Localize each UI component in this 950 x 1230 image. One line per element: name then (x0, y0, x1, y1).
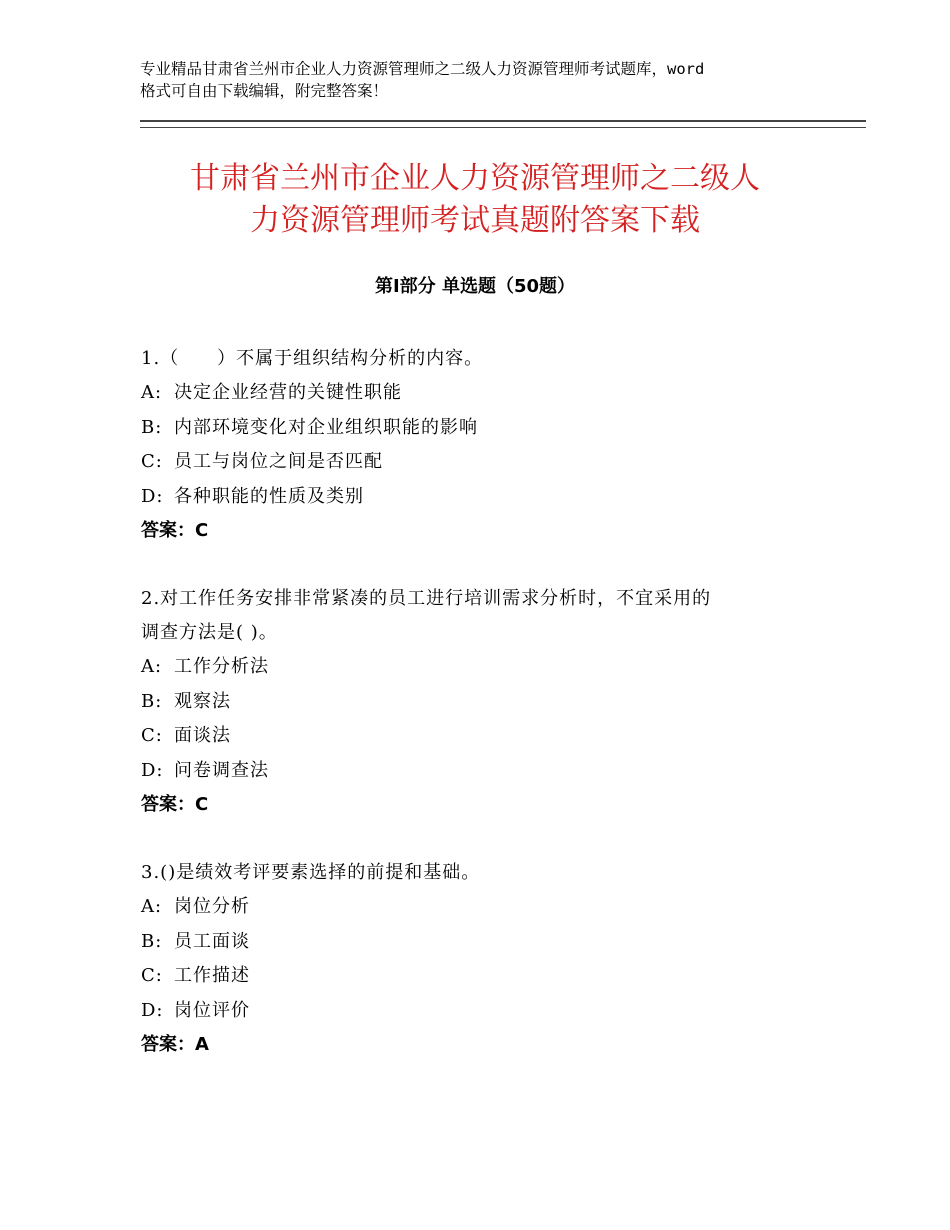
option-c (141, 959, 811, 994)
question-stem: 1.（ ）不属于组织结构分析的内容。 (141, 348, 484, 369)
header-note (140, 58, 820, 102)
header-note-line-1: 专业精品甘肃省兰州市企业人力资源管理师之二级人力资源管理师考试题库，word (140, 60, 705, 78)
document-title-line-2: 力资源管理师考试真题附答案下载 (250, 203, 700, 238)
answer-label: 答案：C (141, 520, 209, 541)
option-text: 员工面谈 (174, 930, 250, 952)
header-divider (140, 120, 866, 128)
option-text: 面谈法 (174, 725, 231, 746)
option-text: 内部环境变化对企业组织职能的影响 (174, 416, 478, 438)
option-b (141, 685, 811, 720)
option-letter: A: (141, 656, 163, 677)
question-2 (141, 582, 811, 822)
option-letter: A: (141, 382, 163, 403)
question-list (141, 342, 811, 1096)
option-a (141, 890, 811, 925)
section-title: 第Ⅰ部分 单选题（50题） (374, 276, 575, 297)
option-c (141, 719, 811, 754)
answer-label: 答案：C (141, 794, 209, 815)
option-letter: C: (141, 725, 163, 746)
header-note-line-2: 格式可自由下载编辑，附完整答案！ (140, 82, 389, 100)
option-letter: D: (141, 759, 164, 781)
option-text: 决定企业经营的关键性职能 (174, 382, 402, 403)
option-letter: A: (141, 896, 163, 917)
option-letter: B: (141, 930, 163, 952)
document-title-line-1: 甘肃省兰州市企业人力资源管理师之二级人 (190, 161, 760, 196)
question-stem: 3.()是绩效考评要素选择的前提和基础。 (141, 862, 481, 883)
option-d (141, 480, 811, 515)
option-text: 员工与岗位之间是否匹配 (174, 451, 383, 472)
question-stem: 2.对工作任务安排非常紧凑的员工进行培训需求分析时，不宜采用的 (141, 588, 712, 609)
option-letter: C: (141, 451, 163, 472)
option-a (141, 376, 811, 411)
option-b (141, 411, 811, 446)
option-text: 工作描述 (174, 965, 250, 986)
option-text: 岗位评价 (174, 999, 250, 1021)
question-1 (141, 342, 811, 548)
option-d (141, 994, 811, 1029)
option-letter: D: (141, 999, 164, 1021)
option-letter: C: (141, 965, 163, 986)
option-text: 工作分析法 (174, 656, 269, 677)
option-text: 问卷调查法 (174, 759, 269, 781)
option-text: 观察法 (174, 690, 231, 712)
option-a (141, 650, 811, 685)
document-title (100, 158, 850, 242)
question-stem-continued: 调查方法是( )。 (141, 622, 278, 643)
option-b (141, 925, 811, 960)
option-text: 各种职能的性质及类别 (174, 485, 364, 507)
option-d (141, 754, 811, 789)
option-letter: B: (141, 690, 163, 712)
question-3 (141, 856, 811, 1062)
option-letter: D: (141, 485, 164, 507)
option-c (141, 445, 811, 480)
answer-label: 答案：A (141, 1034, 209, 1055)
option-letter: B: (141, 416, 163, 438)
option-text: 岗位分析 (174, 896, 250, 917)
